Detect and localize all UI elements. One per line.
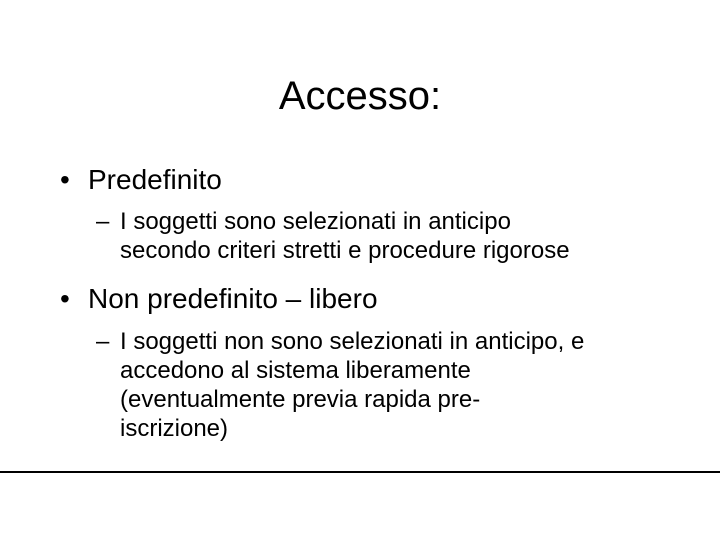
sub-bullet-line: I soggetti sono selezionati in anticipo [120, 208, 511, 235]
bullet-text: Predefinito [88, 164, 222, 195]
sub-bullet-line: accedono al sistema liberamente [120, 357, 471, 384]
sub-bullet-text [120, 207, 680, 265]
sub-bullet-marker: – [96, 208, 110, 235]
bullet-marker: • [60, 164, 70, 195]
sub-bullet-line: secondo criteri stretti e procedure rigorose [120, 237, 570, 264]
sub-bullet-line: (eventualmente previa rapida pre- [120, 386, 481, 413]
bullet-marker: • [60, 283, 70, 314]
sub-bullet-text [120, 327, 680, 443]
bottom-divider [0, 471, 720, 473]
sub-bullet-marker: – [96, 328, 110, 355]
bullet-text: Non predefinito – libero [88, 283, 378, 314]
slide-title: Accesso: [278, 74, 442, 118]
sub-bullet-line: I soggetti non sono selezionati in anticipo, e [120, 328, 585, 355]
sub-bullet-line: iscrizione) [120, 415, 229, 442]
